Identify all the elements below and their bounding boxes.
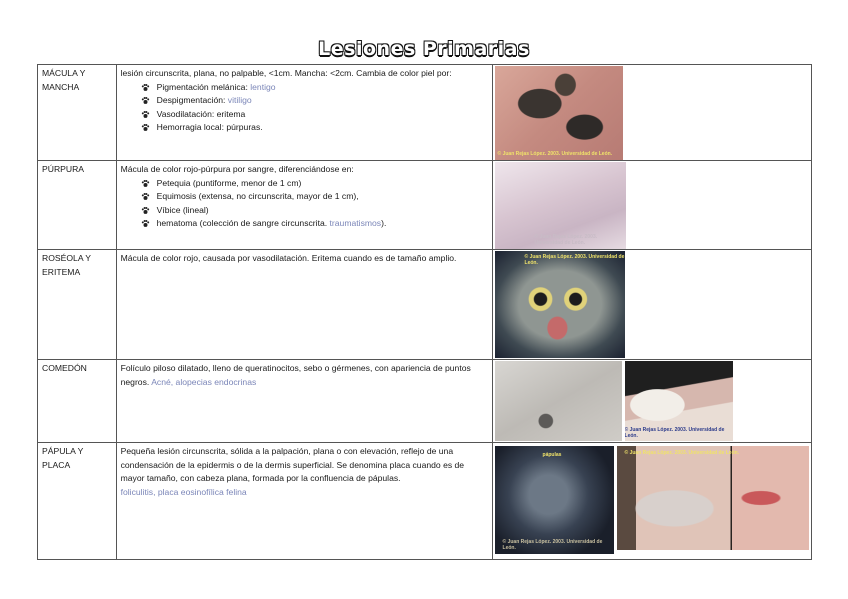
bullet-list [121, 177, 488, 231]
photo-macula [495, 66, 623, 160]
paw-bullet-icon [141, 96, 150, 105]
term-label: ROSÉOLA Y ERITEMA [42, 253, 92, 277]
paw-bullet-icon [141, 110, 150, 119]
photo-caption: © Juan Rejas López. 2003. Universidad de León. [497, 151, 613, 157]
photo-caption: © Juan Rejas López. 2003. Universidad de León. [624, 427, 725, 439]
page-title: Lesiones Primarias [318, 38, 530, 60]
photo-placa [617, 446, 809, 550]
photo-papula [495, 446, 614, 554]
term-label: PÚRPURA [42, 164, 85, 174]
list-item: Vasodilatación: eritema [141, 108, 488, 122]
lesions-table [37, 64, 812, 560]
table-row [38, 65, 812, 161]
paw-bullet-icon [141, 83, 150, 92]
table-row [38, 161, 812, 250]
paw-bullet-icon [141, 219, 150, 228]
photo-caption: © Juan Rejas López. 2003. Universidad de León. [524, 254, 625, 266]
photo-comedon-2 [625, 361, 733, 441]
photo-roseola [495, 251, 625, 358]
list-item: Víbice (lineal) [141, 204, 488, 218]
row-description: Mácula de color rojo, causada por vasodilatación. Eritema cuando es de tamaño amplio. [120, 253, 457, 263]
list-item: hematoma (colección de sangre circunscrita. traumatismos). [141, 217, 488, 231]
list-item: Despigmentación: vitiligo [141, 94, 488, 108]
term-label: COMEDÓN [42, 363, 87, 373]
photo-caption: © Juan Rejas López. 2003. Universidad de León. [502, 539, 603, 551]
list-item: Hemorragia local: púrpuras. [141, 121, 488, 135]
paw-bullet-icon [141, 192, 150, 201]
reference-link[interactable]: foliculitis, placa eosinofílica felina [120, 486, 247, 497]
row-description: Folículo piloso dilatado, lleno de queratinocitos, sebo o gérmenes, con apariencia de puntos negros. Acné, alopecias endocrinas [120, 363, 471, 387]
photo-comedon-1 [495, 361, 622, 441]
photo-caption: pápulas [542, 452, 562, 458]
list-item: Petequia (puntiforme, menor de 1 cm) [141, 177, 488, 191]
paw-bullet-icon [141, 179, 150, 188]
term-label: MÁCULA Y MANCHA [42, 68, 86, 92]
reference-link[interactable]: lentigo [250, 81, 276, 92]
photo-caption: © Juan Rejas López. 2003. Universidad de León. [534, 234, 598, 246]
table-row [38, 250, 812, 360]
row-description: lesión circunscrita, plana, no palpable, <1cm. Mancha: <2cm. Cambia de color piel por: [120, 68, 452, 78]
photo-caption: © Juan Rejas López. 2003. Universidad de León. [624, 450, 740, 456]
row-description: Mácula de color rojo-púrpura por sangre, diferenciándose en: [120, 164, 354, 174]
table-row [38, 443, 812, 560]
list-item: Equimosis (extensa, no circunscrita, mayor de 1 cm), [141, 190, 488, 204]
reference-link[interactable]: traumatismos [329, 218, 382, 228]
reference-link[interactable]: vitiligo [227, 95, 252, 105]
paw-bullet-icon [141, 206, 150, 215]
list-item: Pigmentación melánica: lentigo [141, 81, 488, 95]
paw-bullet-icon [141, 123, 150, 132]
term-label: PÁPULA Y PLACA [42, 446, 84, 470]
row-description: Pequeña lesión circunscrita, sólida a la palpación, plana o con elevación, reflejo de una condensación de la epidermis o de la dermis superficial. Se denomina placa cuando es de mayor tamaño, con cabeza plana, formada por la confluencia de pápulas. [120, 446, 465, 483]
table-row [38, 360, 812, 443]
photo-purpura [495, 162, 626, 249]
reference-link[interactable]: Acné, alopecias endocrinas [151, 376, 257, 387]
bullet-list [121, 81, 488, 135]
